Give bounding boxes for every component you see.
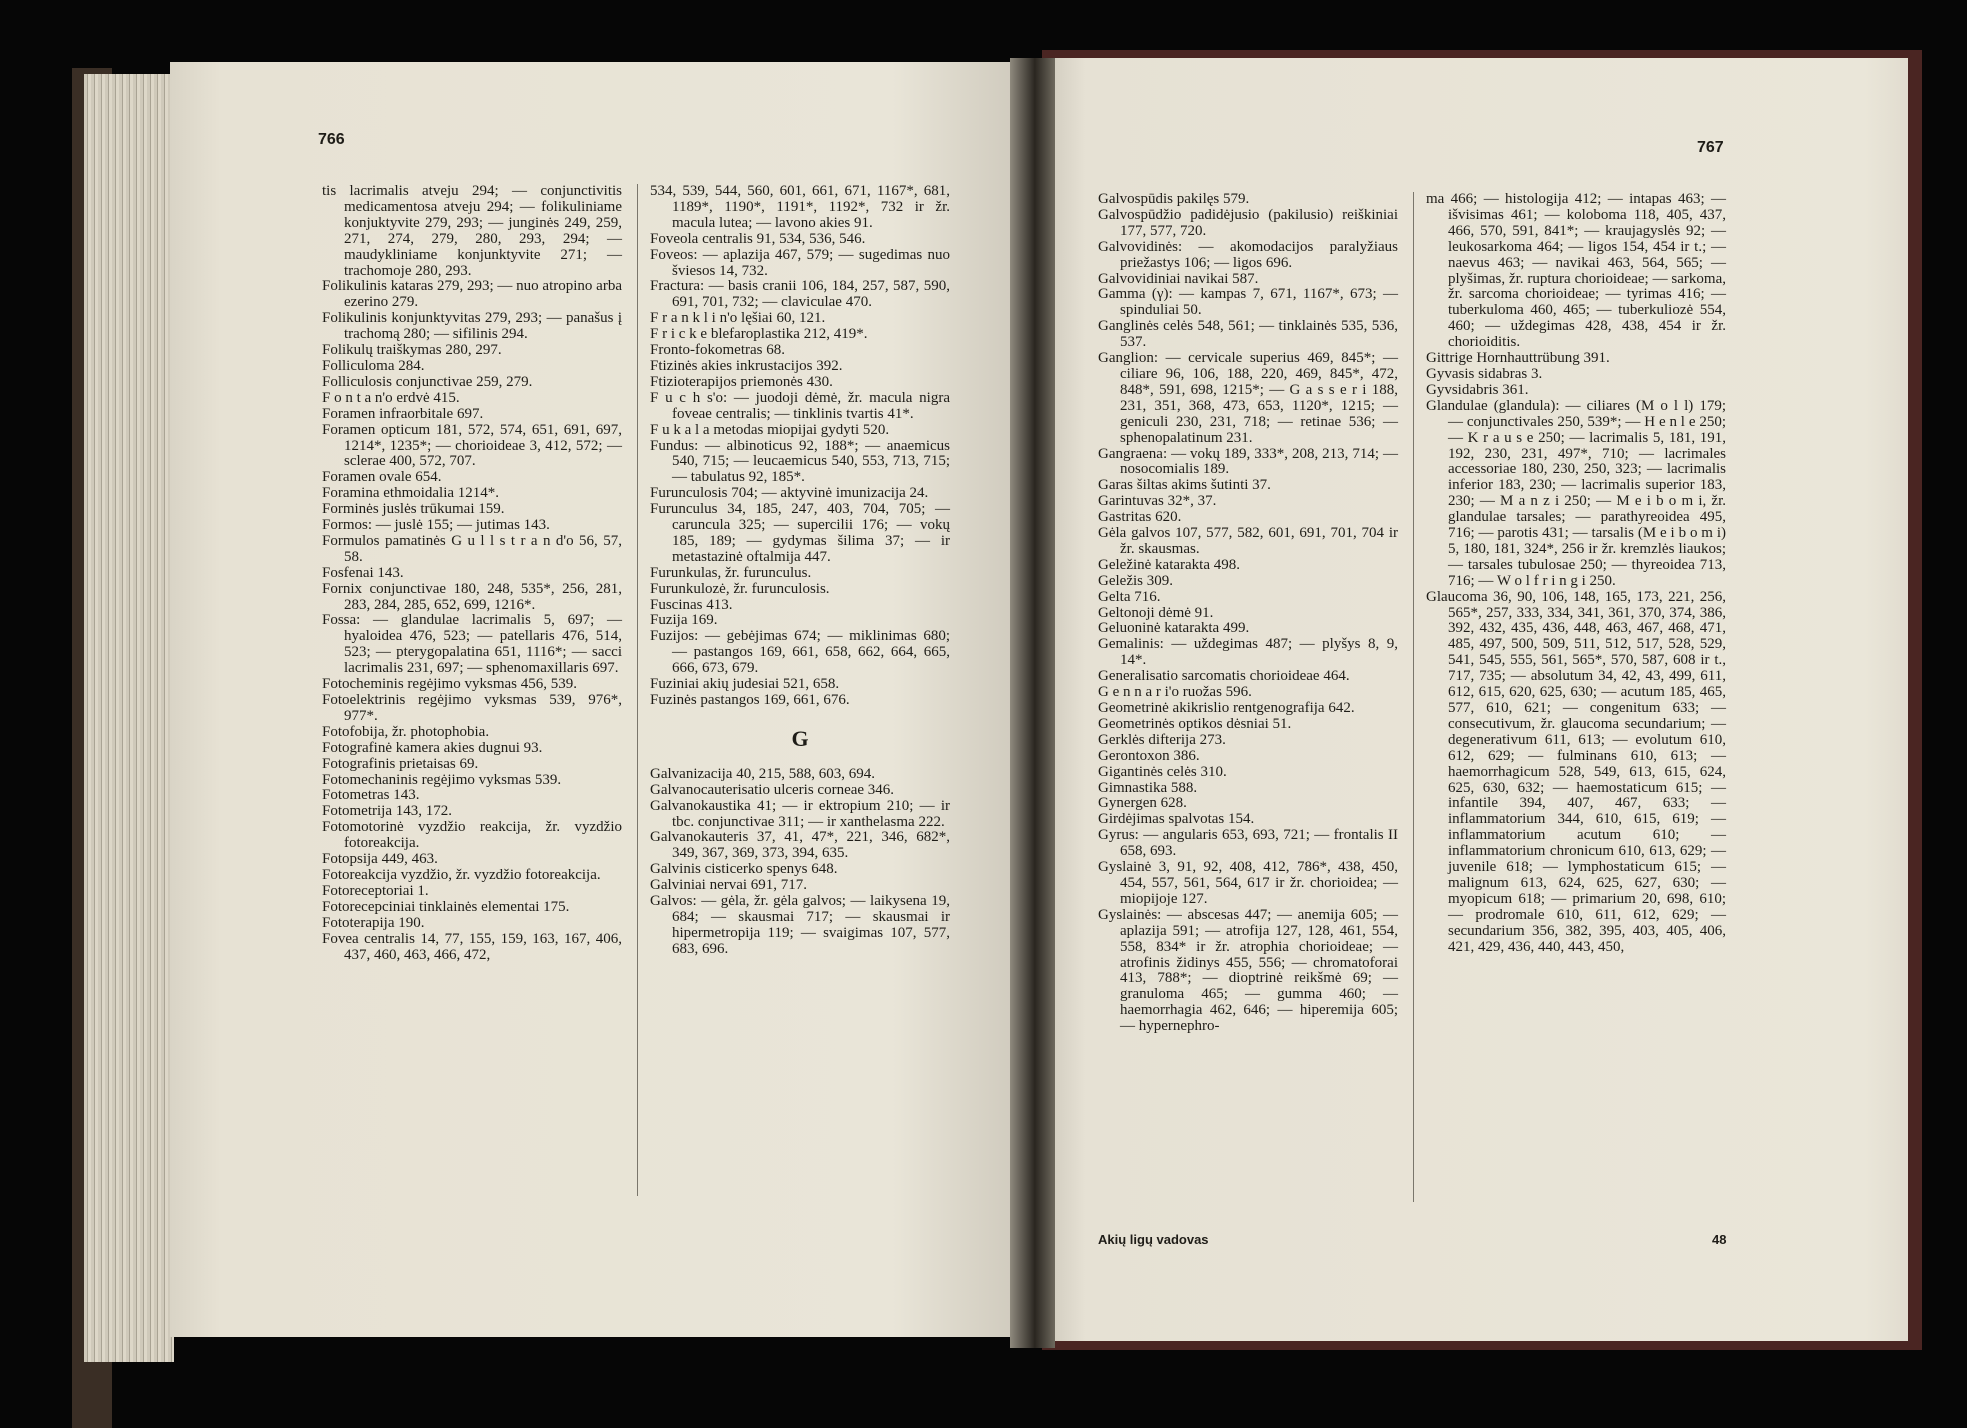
index-entry: Fuzijos: — gebėjimas 674; — miklinimas 680; — pastangos 169, 661, 658, 662, 664, 665, 666, 673, 679.: [650, 628, 950, 677]
index-entry: Galvospūdžio padidėjusio (pakilusio) reiškiniai 177, 577, 720.: [1098, 206, 1398, 239]
index-entry: Fotoelektrinis regėjimo vyksmas 539, 976*, 977*.: [322, 692, 622, 724]
index-entry: Fotografinė kamera akies dugnui 93.: [322, 739, 543, 756]
index-entry: Gastritas 620.: [1098, 509, 1182, 526]
index-entry: Gerklės difterija 273.: [1098, 731, 1226, 748]
index-entry: Galvanizacija 40, 215, 588, 603, 694.: [650, 765, 875, 782]
index-entry: Geometrinės optikos dėsniai 51.: [1098, 715, 1292, 732]
index-entry: Garintuvas 32*, 37.: [1098, 493, 1217, 510]
page-number-right: 767: [1697, 139, 1724, 156]
index-entry: Fractura: — basis cranii 106, 184, 257, 587, 590, 691, 701, 732; — claviculae 470.: [650, 278, 950, 311]
index-entry: Fotopsija 449, 463.: [322, 851, 438, 868]
index-entry: ma 466; — histologija 412; — intapas 463; — išvisimas 461; — koloboma 118, 405, 437, 466, 570, 591, 841*; — kraujagyslės 92; — leukosarkoma 464; — ligos 154, 454 ir t.; — naevus 463; — navikai 463, 564, 565; — plyšimas, žr. ruptura chorioideae; — sarkoma, žr. sarcoma chorioideae; — tyrimas 416; — tuberkuloma 460, 465; — tuberkuliozė 554, 460; — uždegimas 428, 438, 454 ir žr. chorioiditis.: [1426, 191, 1726, 351]
index-entry: Fotocheminis regėjimo vyksmas 456, 539.: [322, 676, 577, 693]
index-entry: Fototerapija 190.: [322, 914, 425, 931]
page-edges: [84, 74, 174, 1362]
index-entry: Fundus: — albinoticus 92, 188*; — anaemicus 540, 715; — leucaemicus 540, 553, 713, 715; — tabulatus 92, 185*.: [650, 437, 950, 486]
footer-book-title: Akių ligų vadovas: [1098, 1232, 1209, 1247]
index-entry: F r i c k e blefaroplastika 212, 419*.: [650, 326, 868, 343]
index-entry: F u c h s'o: — juodoji dėmė, žr. macula nigra foveae centralis; — tinklinis tvartis 41*.: [650, 389, 950, 422]
index-entry: Fotoreceptoriai 1.: [322, 882, 429, 899]
index-entry: Galvospūdis pakilęs 579.: [1098, 191, 1250, 207]
index-entry: Galvinis cisticerko spenys 648.: [650, 861, 838, 878]
index-entry: Formos: — juslė 155; — jutimas 143.: [322, 517, 550, 534]
index-entry: Fuscinas 413.: [650, 596, 733, 613]
index-entry: Gamma (γ): — kampas 7, 671, 1167*, 673; — spinduliai 50.: [1098, 286, 1398, 319]
index-entry: Ftizioterapijos priemonės 430.: [650, 373, 833, 390]
index-entry: Fuziniai akių judesiai 521, 658.: [650, 676, 840, 693]
right-column-1: [1098, 192, 1398, 1035]
index-entry: Girdėjimas spalvotas 154.: [1098, 811, 1255, 828]
index-entry: Fossa: — glandulae lacrimalis 5, 697; — hyaloidea 476, 523; — patellaris 476, 514, 523; — pterygopalatina 651, 1116*; — sacci lacrimalis 231, 697; — sphenomaxillaris 697.: [322, 612, 622, 677]
index-entry: Fuzija 169.: [650, 612, 718, 629]
index-entry: Gyslainė 3, 91, 92, 408, 412, 786*, 438, 450, 454, 557, 561, 564, 617 ir žr. chorioidea; — miopijoje 127.: [1098, 859, 1398, 907]
right-column-2: [1426, 192, 1726, 956]
index-entry: Galvovidinės: — akomodacijos paralyžiaus priežastys 106; — ligos 696.: [1098, 238, 1398, 271]
index-entry: Furunculosis 704; — aktyvinė imunizacija 24.: [650, 485, 929, 502]
index-entry: Galvanokaustika 41; — ir ektropium 210; — ir tbc. conjunctivae 311; — ir xanthelasma 222.: [650, 797, 950, 830]
footer-signature-mark: 48: [1712, 1232, 1727, 1247]
index-entry: Folikulinis kataras 279, 293; — nuo atropino arba ezerino 279.: [322, 278, 622, 311]
index-entry: Folliculosis conjunctivae 259, 279.: [322, 373, 533, 390]
index-entry: Foramen ovale 654.: [322, 469, 442, 486]
index-entry: Foramen opticum 181, 572, 574, 651, 691, 697, 1214*, 1235*; — chorioideae 3, 412, 572; — sclerae 400, 572, 707.: [322, 421, 622, 470]
index-entry: Folikulų traiškymas 280, 297.: [322, 342, 502, 359]
page-number-left: 766: [318, 131, 345, 148]
index-entry: Gyvsidabris 361.: [1426, 381, 1529, 398]
section-heading: G: [791, 725, 809, 751]
index-entry: Foveola centralis 91, 534, 536, 546.: [650, 230, 866, 247]
index-entry: Furunkulozė, žr. furunculosis.: [650, 580, 830, 597]
index-entry: Foramina ethmoidalia 1214*.: [322, 485, 500, 502]
left-column-1: [322, 184, 622, 963]
index-entry: Fotofobija, žr. photophobia.: [322, 723, 490, 740]
index-entry: Ganglinės celės 548, 561; — tinklainės 535, 536, 537.: [1098, 318, 1398, 351]
index-entry: Geltonoji dėmė 91.: [1098, 604, 1214, 621]
index-entry: F u k a l a metodas miopijai gydyti 520.: [650, 421, 890, 438]
index-entry: Furunkulas, žr. furunculus.: [650, 564, 812, 581]
index-entry: Forminės juslės trūkumai 159.: [322, 501, 505, 518]
index-entry: Galvovidiniai navikai 587.: [1098, 270, 1259, 287]
index-entry: Geležinė katarakta 498.: [1098, 556, 1241, 573]
index-entry: Garas šiltas akims šutinti 37.: [1098, 477, 1271, 494]
index-entry: Galvanocauterisatio ulceris corneae 346.: [650, 781, 895, 798]
index-entry: G e n n a r i'o ruožas 596.: [1098, 684, 1252, 701]
index-entry: Fotomotorinė vyzdžio reakcija, žr. vyzdžio fotoreakcija.: [322, 819, 622, 852]
index-entry: Glandulae (glandula): — ciliares (M o l l) 179; — conjunctivales 250, 539*; — H e n l e 250; — K r a u s e 250; — lacrimalis 5, 181, 191, 192, 230, 231, 497*, 710; — lacrimales accessoriae 180, 230, 250, 323; — lacrimalis inferior 183, 230; — lacrimalis superior 183, 230; — M a n z i 250; — M e i b o m i, žr. glandulae tarsales; — parathyreoidea 495, 716; — parotis 431; — tarsalis (M e i b o m i) 5, 180, 181, 324*, 256 ir žr. kremzlės liaukos; — tarsales tubulosae 250; — thyreoidea 713, 716; — W o l f r i n g i 250.: [1426, 397, 1726, 589]
index-entry: Glaucoma 36, 90, 106, 148, 165, 173, 221, 256, 565*, 257, 333, 334, 341, 361, 370, 374, 386, 392, 432, 435, 436, 448, 463, 467, 468, 471, 485, 497, 500, 509, 511, 512, 517, 528, 529, 541, 545, 555, 561, 565*, 570, 587, 608 ir t., 717, 735; — absolutum 34, 42, 43, 499, 611, 612, 615, 620, 625, 630; — acutum 185, 465, 577, 610, 621; — congenitum 633; — consecutivum, žr. glaucoma secundarium; — degenerativum 611, 613; — evolutum 610, 612, 629; — fulminans 610, 613; — haemorrhagicum 528, 549, 613, 615, 624, 625, 630, 632; — haemostaticum 615; — infantile 394, 407, 467, 633; — inflammatorium 344, 610, 615, 619; — inflammatorium acutum 610; — inflammatorium chronicum 610, 613, 629; — juvenile 618; — lymphostaticum 615; — malignum 613, 624, 625, 627, 630; — myopicum 618; — primarium 20, 698, 610; — prodromale 610, 611, 612, 629; — secundarium 356, 382, 395, 403, 405, 406, 421, 429, 436, 440, 443, 450,: [1426, 588, 1726, 955]
index-entry: Fotografinis prietaisas 69.: [322, 755, 479, 772]
index-entry: Fronto-fokometras 68.: [650, 342, 785, 359]
index-entry: F o n t a n'o erdvė 415.: [322, 389, 460, 406]
index-entry: Fuzinės pastangos 169, 661, 676.: [650, 692, 850, 708]
index-entry: Gynergen 628.: [1098, 795, 1187, 812]
index-entry: Gėla galvos 107, 577, 582, 601, 691, 701, 704 ir žr. skausmas.: [1098, 525, 1398, 557]
index-entry: 534, 539, 544, 560, 601, 661, 671, 1167*, 681, 1189*, 1190*, 1191*, 1192*, 732 ir žr. macula lutea; — lavono akies 91.: [650, 183, 950, 231]
index-entry: Gelta 716.: [1098, 588, 1161, 605]
index-entry: Fovea centralis 14, 77, 155, 159, 163, 167, 406, 437, 460, 463, 466, 472,: [322, 930, 622, 963]
index-entry: Foramen infraorbitale 697.: [322, 405, 484, 422]
column-divider: [637, 184, 638, 1196]
index-entry: Gigantinės celės 310.: [1098, 763, 1227, 780]
index-entry: Galvanokauteris 37, 41, 47*, 221, 346, 682*, 349, 367, 369, 373, 394, 635.: [650, 829, 950, 862]
index-entry: Ftizinės akies inkrustacijos 392.: [650, 357, 843, 374]
index-entry: Gerontoxon 386.: [1098, 747, 1200, 764]
index-entry: Gyrus: — angularis 653, 693, 721; — frontalis II 658, 693.: [1098, 827, 1398, 860]
index-entry: Geluoninė katarakta 499.: [1098, 620, 1250, 637]
index-entry: Gemalinis: — uždegimas 487; — plyšys 8, 9, 14*.: [1098, 636, 1398, 669]
book-gutter: [1010, 58, 1055, 1348]
index-entry: Gangraena: — vokų 189, 333*, 208, 213, 714; — nosocomialis 189.: [1098, 445, 1398, 478]
index-entry: Formulos pamatinės G u l l s t r a n d'o 56, 57, 58.: [322, 532, 622, 565]
index-entry: Generalisatio sarcomatis chorioideae 464.: [1098, 668, 1350, 685]
index-entry: Ganglion: — cervicale superius 469, 845*; — ciliare 96, 106, 188, 220, 469, 845*, 472, 848*, 591, 698, 1215*; — G a s s e r i 188, 231, 351, 368, 473, 653, 1120*, 1215; — geniculi 230, 231, 718; — retinae 536; — sphenopalatinum 231.: [1098, 350, 1398, 446]
index-entry: Fotometras 143.: [322, 787, 420, 804]
index-entry: Gyvasis sidabras 3.: [1426, 365, 1543, 382]
index-entry: Fotometrija 143, 172.: [322, 803, 452, 820]
index-entry: Fotorecepciniai tinklainės elementai 175.: [322, 898, 570, 915]
index-entry: Folikulinis konjunktyvitas 279, 293; — panašus į trachomą 280; — sifilinis 294.: [322, 310, 622, 343]
index-entry: Fotomechaninis regėjimo vyksmas 539.: [322, 771, 562, 788]
index-entry: tis lacrimalis atveju 294; — conjunctivitis medicamentosa atveju 294; — folikuliniame konjuktyvite 279, 293; — junginės 249, 259, 271, 274, 279, 280, 293, 294; — maudykliniame konjunktyvite 271; — trachomoje 280, 293.: [322, 183, 622, 279]
index-entry: F r a n k l i n'o lęšiai 60, 121.: [650, 310, 826, 327]
column-divider: [1413, 192, 1414, 1202]
index-entry: Folliculoma 284.: [322, 357, 425, 374]
index-entry: Furunculus 34, 185, 247, 403, 704, 705; — caruncula 325; — supercilii 176; — vokų 185, 189; — gydymas šilima 37; — ir metastazinė oftalmija 447.: [650, 501, 950, 565]
index-entry: Gyslainės: — abscesas 447; — anemija 605; — aplazija 591; — atrofija 127, 128, 461, 554, 558, 834* ir žr. atrophia chorioideae; — atrofinis židinys 455, 556; — chromatoforai 413, 788*; — dioptrinė reikšmė 69; — granuloma 465; — gumma 460; — haemorrhagia 462, 646; — hiperemija 605; — hypernephro-: [1098, 906, 1398, 1035]
index-entry: Fotoreakcija vyzdžio, žr. vyzdžio fotoreakcija.: [322, 866, 601, 883]
index-entry: Galviniai nervai 691, 717.: [650, 877, 808, 894]
index-entry: Gimnastika 588.: [1098, 779, 1198, 796]
index-entry: Fornix conjunctivae 180, 248, 535*, 256, 281, 283, 284, 285, 652, 699, 1216*.: [322, 580, 622, 613]
left-column-2: [650, 184, 950, 958]
index-entry: Geležis 309.: [1098, 572, 1173, 589]
index-entry: Galvos: — gėla, žr. gėla galvos; — laikysena 19, 684; — skausmai 717; — skausmai ir hipermetropija 119; — svaigimas 107, 577, 683, 696.: [650, 893, 950, 957]
index-entry: Fosfenai 143.: [322, 564, 404, 581]
index-entry: Gittrige Hornhauttrübung 391.: [1426, 350, 1610, 367]
index-entry: Foveos: — aplazija 467, 579; — sugedimas nuo šviesos 14, 732.: [650, 246, 950, 279]
index-entry: Geometrinė akikrislio rentgenografija 642.: [1098, 700, 1355, 716]
